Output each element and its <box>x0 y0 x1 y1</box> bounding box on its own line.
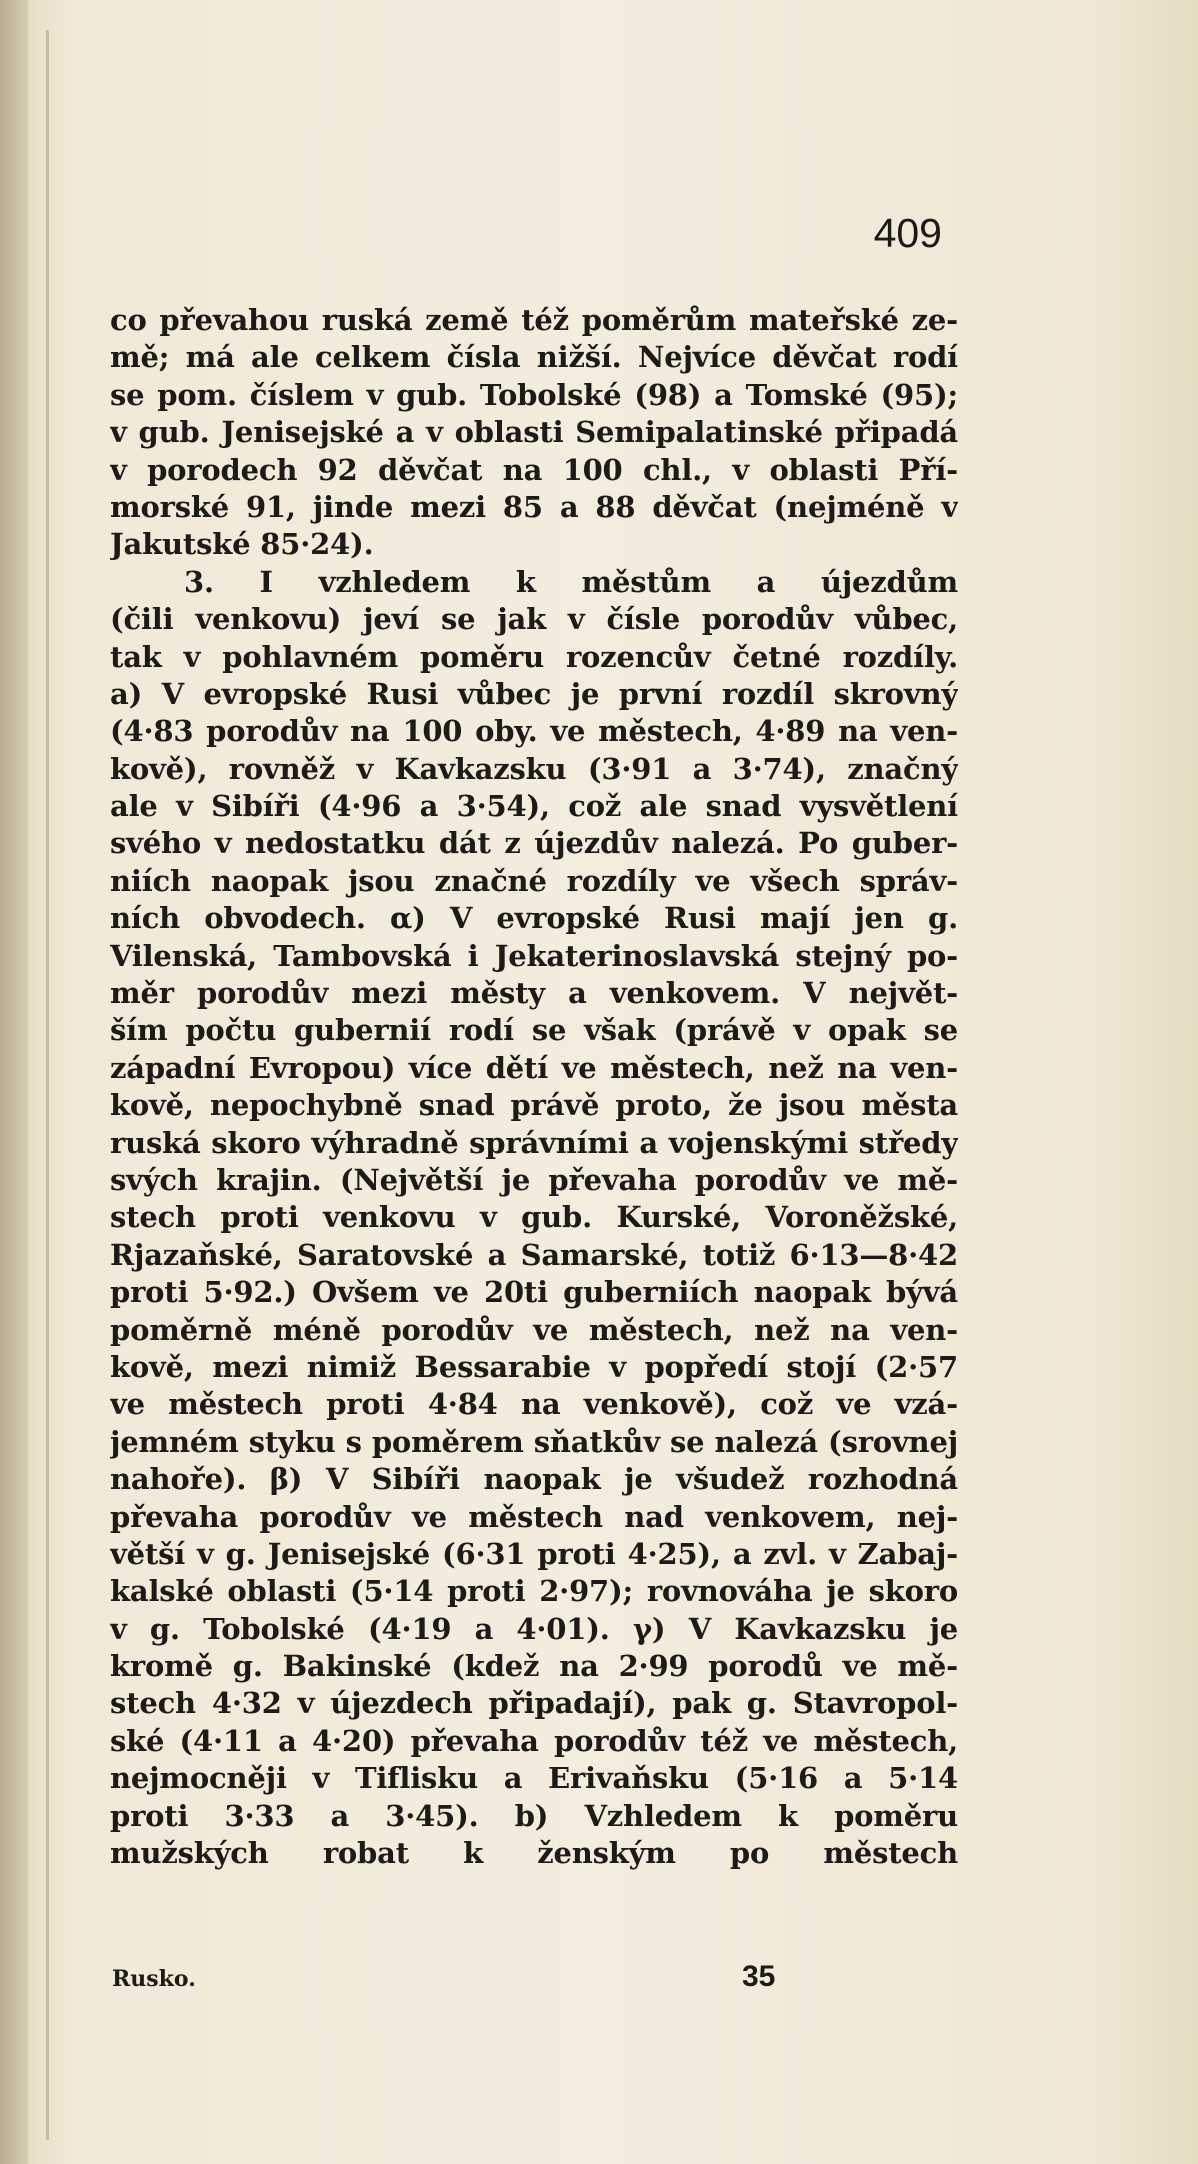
text-line: Jakutské 85·24). <box>110 527 374 562</box>
text-line: kově, mezi nimiž Bessarabie v popředí stojí (2·57 <box>110 1349 958 1384</box>
text-line: 3. I vzhledem k městům a újezdům <box>184 564 958 599</box>
text-line: větší v g. Jenisejské (6·31 proti 4·25), a zvl. v Zabaj- <box>110 1536 958 1571</box>
page-gutter <box>0 0 28 2164</box>
text-line: v porodech 92 děvčat na 100 chl., v oblasti Pří- <box>110 452 958 487</box>
body-text <box>110 302 958 1872</box>
text-line: nejmocněji v Tiflisku a Erivaňsku (5·16 a 5·14 <box>110 1761 958 1796</box>
text-line: tak v pohlavném poměru rozencův četné rozdíly. <box>110 639 958 674</box>
text-line: (čili venkovu) jeví se jak v čísle porodův vůbec, <box>110 602 958 637</box>
text-line: měr porodův mezi městy a venkovem. V největ- <box>110 976 958 1011</box>
text-line: stech proti venkovu v gub. Kurské, Voroněžské, <box>110 1200 958 1235</box>
text-line: stech 4·32 v újezdech připadají), pak g. Stavropol- <box>110 1686 958 1721</box>
footer-book-title: Rusko. <box>112 1966 196 1992</box>
text-line: mě; má ale celkem čísla nižší. Nejvíce děvčat rodí <box>110 340 958 375</box>
text-line: proti 5·92.) Ovšem ve 20ti guberniích naopak bývá <box>110 1275 958 1310</box>
text-line: svého v nedostatku dát z újezdův nalezá. Po guber- <box>110 826 958 861</box>
text-line: poměrně méně porodův ve městech, než na ven- <box>110 1312 958 1347</box>
text-line: Vilenská, Tambovská i Jekaterinoslavská stejný po- <box>110 938 958 973</box>
binding-crease <box>46 30 49 2140</box>
text-line: co převahou ruská země též poměrům mateřské ze- <box>110 303 958 337</box>
text-line: nahoře). β) V Sibíři naopak je všudež rozhodná <box>110 1462 958 1497</box>
text-line: (4·83 porodův na 100 oby. ve městech, 4·89 na ven- <box>110 714 958 749</box>
text-line: Rjazaňské, Saratovské a Samarské, totiž 6·13—8·42 <box>110 1237 958 1272</box>
footer-signature-number: 35 <box>742 1960 776 1993</box>
text-line: svých krajin. (Největší je převaha porodův ve mě- <box>110 1162 958 1197</box>
text-line: převaha porodův ve městech nad venkovem, nej- <box>110 1499 958 1534</box>
text-line: mužských robat k ženským po městech <box>110 1836 958 1871</box>
text-line: jemném styku s poměrem sňatkův se nalezá (srovnej <box>110 1424 958 1459</box>
text-line: kalské oblasti (5·14 proti 2·97); rovnováha je skoro <box>110 1574 958 1609</box>
text-line: kově), rovněž v Kavkazsku (3·91 a 3·74), značný <box>110 751 958 786</box>
text-line: v g. Tobolské (4·19 a 4·01). γ) V Kavkazsku je <box>110 1611 958 1646</box>
text-line: kově, nepochybně snad právě proto, že jsou města <box>110 1088 958 1123</box>
text-line: ale v Sibíři (4·96 a 3·54), což ale snad vysvětlení <box>110 789 958 824</box>
text-line: morské 91, jinde mezi 85 a 88 děvčat (nejméně v <box>110 489 958 524</box>
text-line: niích naopak jsou značné rozdíly ve všech správ- <box>110 863 958 898</box>
text-line: v gub. Jenisejské a v oblasti Semipalatinské připadá <box>110 415 958 450</box>
text-line: západní Evropou) více dětí ve městech, než na ven- <box>110 1050 958 1085</box>
text-line: ních obvodech. α) V evropské Rusi mají jen g. <box>110 901 958 936</box>
text-line: ruská skoro výhradně správními a vojenskými středy <box>110 1125 958 1160</box>
text-line: kromě g. Bakinské (kdež na 2·99 porodů ve mě- <box>110 1649 958 1684</box>
text-line: ším počtu gubernií rodí se však (právě v opak se <box>110 1013 958 1048</box>
text-line: a) V evropské Rusi vůbec je první rozdíl skrovný <box>110 676 958 711</box>
text-line: ve městech proti 4·84 na venkově), což ve vzá- <box>110 1387 958 1422</box>
text-line: se pom. číslem v gub. Tobolské (98) a Tomské (95); <box>110 377 958 412</box>
text-line: proti 3·33 a 3·45). b) Vzhledem k poměru <box>110 1798 958 1833</box>
page-number: 409 <box>873 210 942 256</box>
text-line: ské (4·11 a 4·20) převaha porodův též ve městech, <box>110 1723 958 1758</box>
